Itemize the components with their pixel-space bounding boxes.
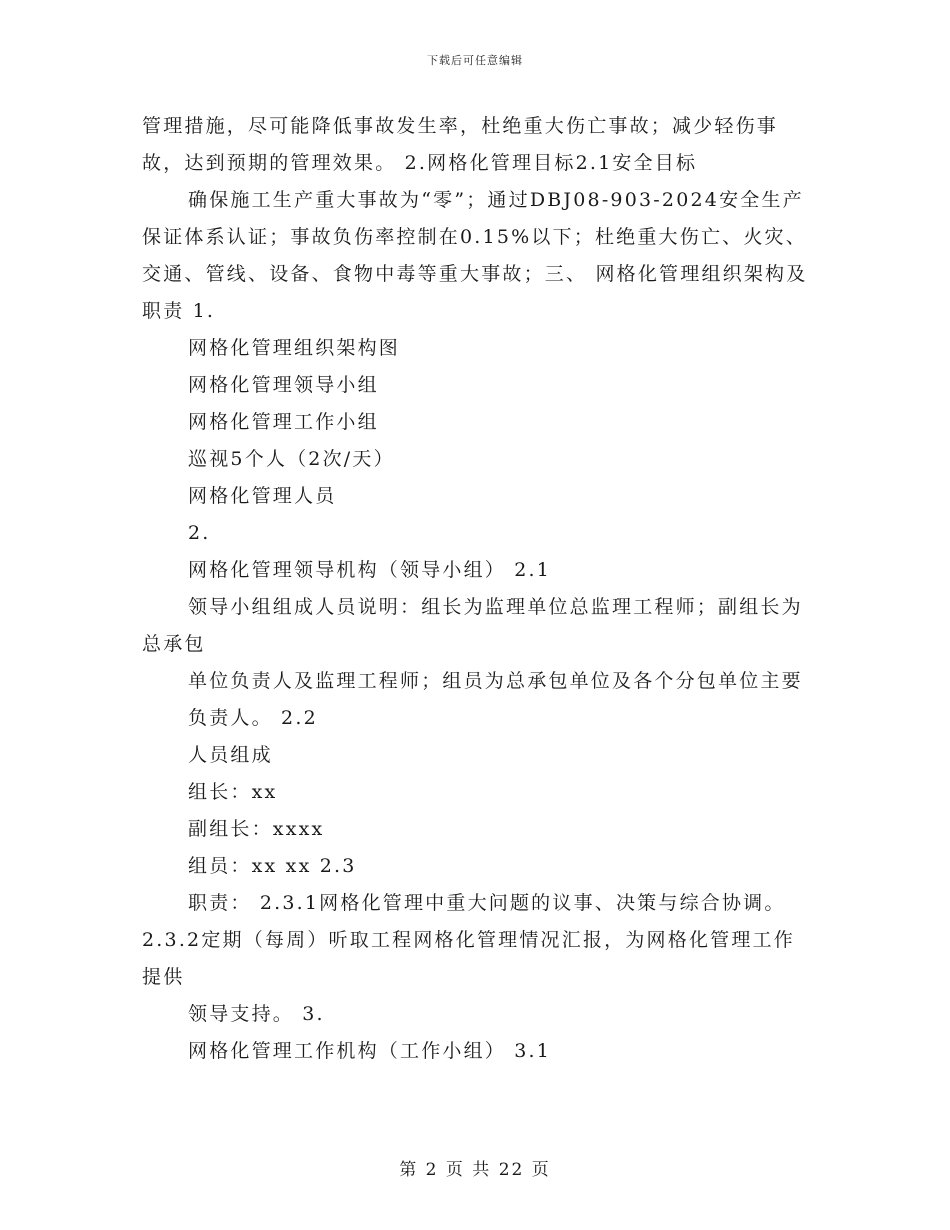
paragraph-8: 2. [188,522,211,544]
paragraph-3: 网格化管理组织架构图 [188,337,401,359]
paragraph-4: 网格化管理领导小组 [188,374,379,396]
paragraph-19: 网格化管理工作机构（工作小组） 3.1 [188,1040,552,1062]
paragraph-12: 负责人。 2.2 [188,707,318,729]
paragraph-15: 副组长：xxxx [188,818,325,840]
paragraph-9: 网格化管理领导机构（领导小组） 2.1 [188,559,552,581]
paragraph-1: 管理措施，尽可能降低事故发生率，杜绝重大伤亡事故；减少轻伤事故，达到预期的管理效果。 2.网格化管理目标2.1安全目标 [142,115,779,174]
paragraph-18: 领导支持。 3. [188,1003,325,1025]
document-body [142,108,814,1070]
paragraph-13: 人员组成 [188,744,273,766]
paragraph-14: 组长：xx [188,781,278,803]
paragraph-2: 确保施工生产重大事故为“零”；通过DBJ08-903-2024安全生产保证体系认证；事故负伤率控制在0.15%以下；杜绝重大伤亡、火灾、交通、管线、设备、食物中毒等重大事故；三、 网格化管理组织架构及职责 1. [142,189,808,322]
paragraph-16: 组员：xx xx 2.3 [188,855,357,877]
paragraph-7: 网格化管理人员 [188,485,337,507]
paragraph-11: 单位负责人及监理工程师；组员为总承包单位及各个分包单位主要 [188,670,803,692]
paragraph-6: 巡视5个人（2次/天） [188,448,395,470]
page-footer: 第 2 页 共 22 页 [399,1160,551,1180]
paragraph-5: 网格化管理工作小组 [188,411,379,433]
paragraph-17: 职责： 2.3.1网格化管理中重大问题的议事、决策与综合协调。 2.3.2定期（每周）听取工程网格化管理情况汇报，为网格化管理工作提供 [142,892,795,988]
paragraph-10: 领导小组组成人员说明：组长为监理单位总监理工程师；副组长为总承包 [142,596,803,655]
page-header: 下载后可任意编辑 [427,54,523,67]
